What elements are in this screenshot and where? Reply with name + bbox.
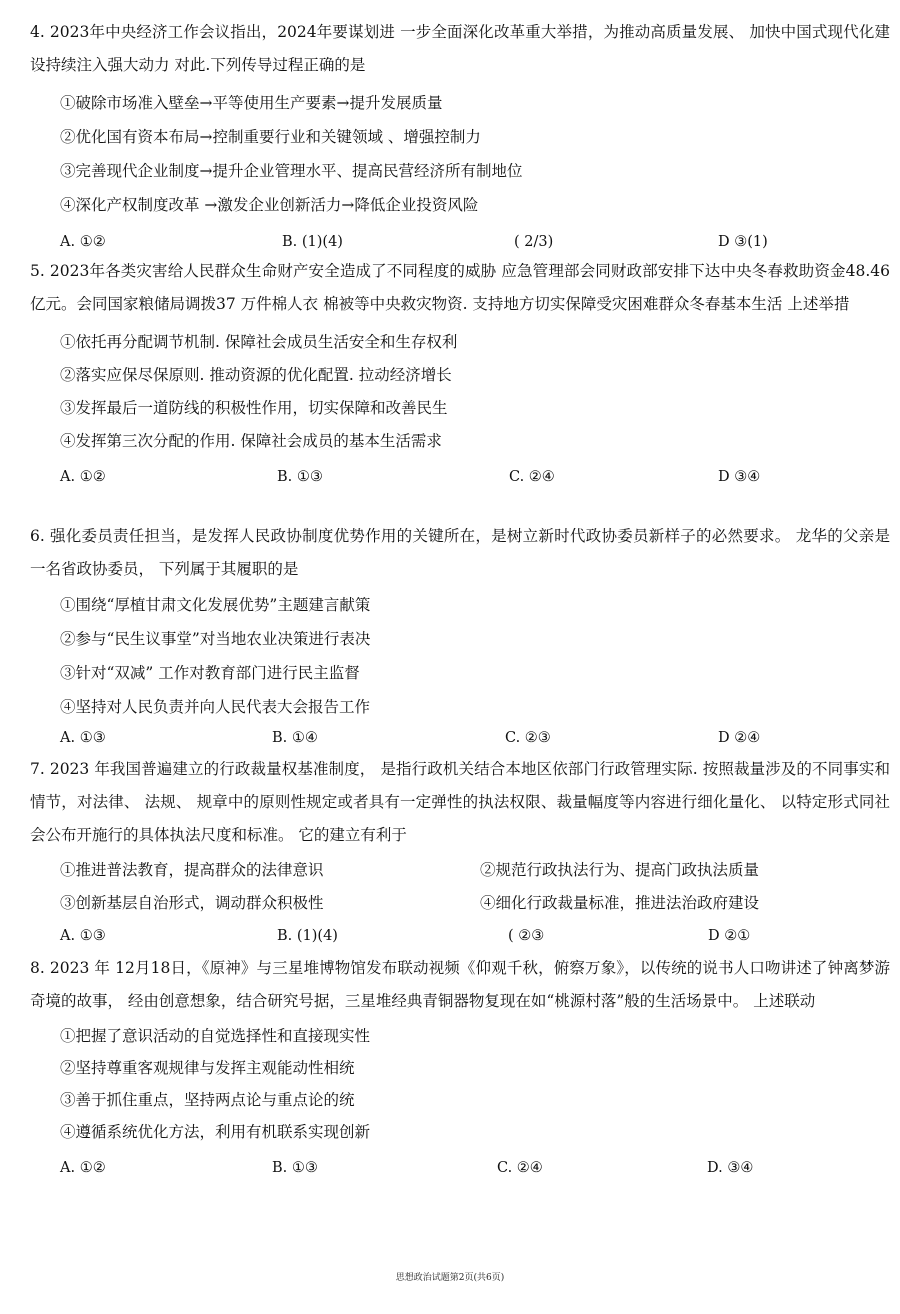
option-4: ④发挥第三次分配的作用. 保障社会成员的基本生活需求 — [60, 432, 442, 450]
question-8 — [0, 952, 900, 1192]
option-3: ③完善现代企业制度→提升企业管理水平、提高民营经济所有制地位 — [60, 162, 523, 180]
option-4: ④坚持对人民负责并向人民代表大会报告工作 — [60, 698, 371, 716]
choice-b: B. (1)(4) — [277, 928, 338, 944]
option-2: ②坚持尊重客观规律与发挥主观能动性相统 — [60, 1059, 355, 1077]
option-2: ②规范行政执法行为、提高门政执法质量 — [480, 861, 760, 879]
answer-choices — [0, 1152, 900, 1192]
question-5 — [0, 255, 900, 501]
choice-c: ( ②③ — [508, 928, 545, 944]
choice-b: B. ①③ — [272, 1160, 318, 1176]
choice-a: A. ①② — [60, 234, 106, 250]
option-1: ①依托再分配调节机制. 保障社会成员生活安全和生存权利 — [60, 333, 458, 351]
choice-b: B. ①③ — [277, 469, 323, 485]
choice-d: D ②④ — [718, 730, 761, 746]
choice-d: D ③(1) — [718, 234, 768, 250]
option-row-1 — [60, 854, 900, 887]
choice-d: D ③④ — [718, 469, 761, 485]
choice-b: B. (1)(4) — [282, 234, 343, 250]
option-4: ④细化行政裁量标准，推进法治政府建设 — [480, 894, 760, 912]
choice-c: ( 2/3) — [514, 234, 554, 250]
choice-d: D. ③④ — [707, 1160, 754, 1176]
option-1: ①把握了意识活动的自觉选择性和直接现实性 — [60, 1027, 371, 1045]
choice-a: A. ①② — [60, 469, 106, 485]
question-4 — [0, 16, 900, 266]
option-4: ④深化产权制度改革 →激发企业创新活力→降低企业投资风险 — [60, 196, 479, 214]
question-6 — [0, 520, 900, 762]
choice-d: D ②① — [708, 928, 751, 944]
option-3: ③发挥最后一道防线的积极性作用，切实保障和改善民生 — [60, 399, 448, 417]
choice-a: A. ①③ — [60, 730, 106, 746]
question-stem: 4. 2023年中央经济工作会议指出，2024年要谋划进 一步全面深化改革重大举措，为推动高质量发展、 加快中国式现代化建设持续注入强大动力 对此.下列传导过程正确的是 — [30, 23, 890, 74]
option-1: ①推进普法教育，提高群众的法律意识 — [60, 861, 324, 879]
option-3: ③针对“双减” 工作对教育部门进行民主监督 — [60, 664, 360, 682]
option-2: ②参与“民生议事堂”对当地农业决策进行表决 — [60, 630, 371, 648]
option-1: ①破除市场准入壁垒→平等使用生产要素→提升发展质量 — [60, 94, 443, 112]
choice-a: A. ①② — [60, 1160, 106, 1176]
option-3: ③善于抓住重点，坚持两点论与重点论的统 — [60, 1091, 355, 1109]
question-stem: 8. 2023 年 12月18日，《原神》与三星堆博物馆发布联动视频《仰观千秋，俯察万象》，以传统的说书人口吻讲述了钟离梦游奇境的故事， 经由创意想象，结合研究号据，三星堆经典青铜器物复现在如“桃源村落”般的生活场景中。 上述联动 — [30, 959, 890, 1010]
answer-choices — [0, 461, 900, 501]
page-footer: 思想政治试题第2页(共6页) — [395, 1273, 505, 1283]
option-1: ①围绕“厚植甘肃文化发展优势”主题建言献策 — [60, 596, 371, 614]
option-2: ②落实应保尽保原则. 推动资源的优化配置. 拉动经济增长 — [60, 366, 452, 384]
question-stem: 5. 2023年各类灾害给人民群众生命财产安全造成了不同程度的威胁 应急管理部会同财政部安排下达中央冬春救助资金48.46 亿元。会同国家粮储局调拨37 万件棉人衣 棉被等中央救灾物资. 支持地方切实保障受灾困难群众冬春基本生活 上述举措 — [30, 262, 890, 313]
question-stem: 7. 2023 年我国普遍建立的行政裁量权基准制度， 是指行政机关结合本地区依部门行政管理实际. 按照裁量涉及的不同事实和情节，对法律、 法规、 规章中的原则性规定或者具有一定弹性的执法权限、裁量幅度等内容进行细化量化、 以特定形式同社会公布开施行的具体执法尺度和标准。 它的建立有利于 — [30, 760, 890, 844]
question-7 — [0, 753, 900, 960]
choice-c: C. ②④ — [497, 1160, 543, 1176]
choice-a: A. ①③ — [60, 928, 106, 944]
option-3: ③创新基层自治形式，调动群众积极性 — [60, 894, 324, 912]
choice-c: C. ②④ — [509, 469, 555, 485]
option-row-2 — [60, 887, 900, 920]
choice-b: B. ①④ — [272, 730, 318, 746]
option-2: ②优化国有资本布局→控制重要行业和关键领域 、增强控制力 — [60, 128, 481, 146]
question-stem: 6. 强化委员责任担当，是发挥人民政协制度优势作用的关键所在，是树立新时代政协委员新样子的必然要求。 龙华的父亲是一名省政协委员， 下列属于其履职的是 — [30, 527, 890, 578]
choice-c: C. ②③ — [505, 730, 551, 746]
option-4: ④遵循系统优化方法，利用有机联系实现创新 — [60, 1123, 371, 1141]
